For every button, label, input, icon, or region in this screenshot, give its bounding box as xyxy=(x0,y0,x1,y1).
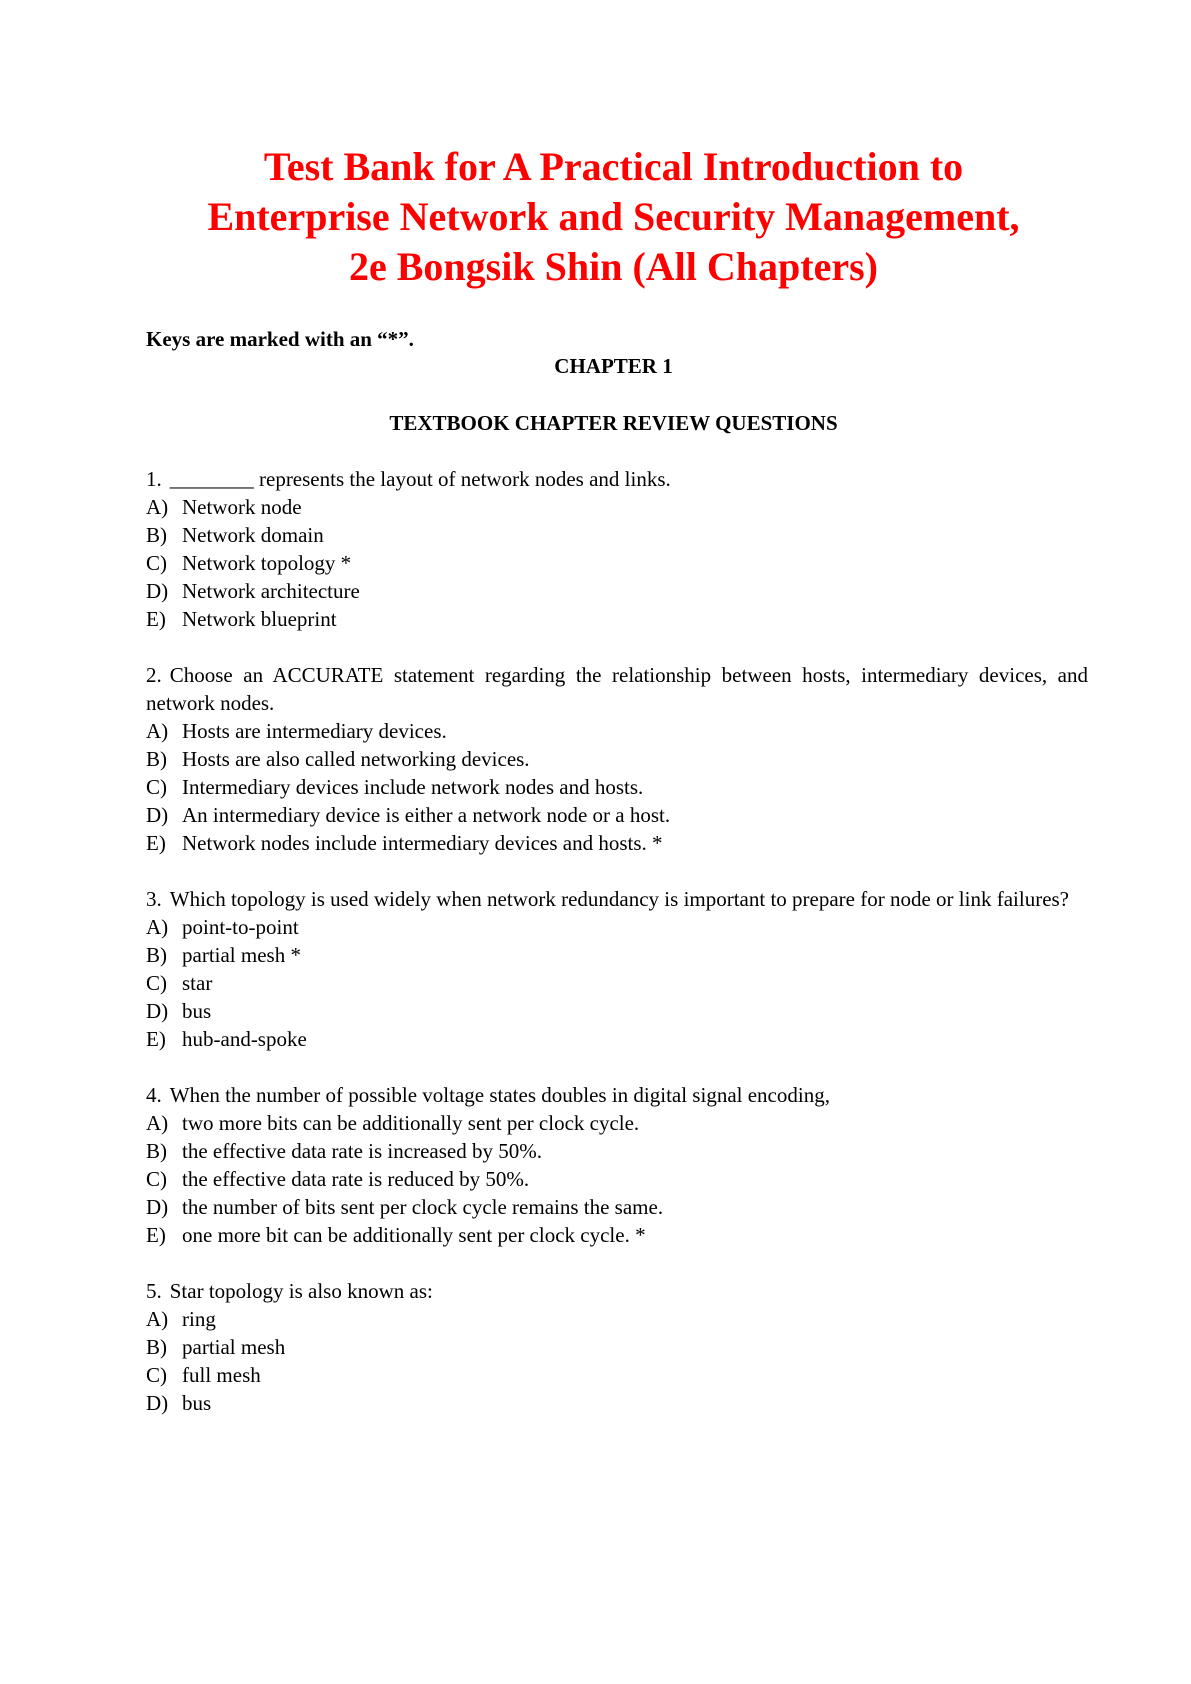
option-text: Network nodes include intermediary devices and hosts. * xyxy=(182,831,663,855)
option-letter: D) xyxy=(146,579,169,603)
question-number: 4. xyxy=(146,1083,162,1107)
answer-option xyxy=(146,521,1088,549)
question-3 xyxy=(146,885,1088,1053)
option-text: bus xyxy=(182,999,212,1023)
option-text: Network architecture xyxy=(182,579,360,603)
question-number: 5. xyxy=(146,1279,162,1303)
question-stem xyxy=(146,465,1088,493)
option-letter: D) xyxy=(146,1391,169,1415)
answer-option xyxy=(146,913,1088,941)
option-text: partial mesh * xyxy=(182,943,301,967)
option-letter: C) xyxy=(146,1167,167,1191)
option-letter: A) xyxy=(146,719,169,743)
title-line-1: Test Bank for A Practical Introduction to xyxy=(263,144,964,189)
option-text: Hosts are also called networking devices. xyxy=(182,747,530,771)
option-text: Network node xyxy=(182,495,302,519)
question-1 xyxy=(146,465,1088,633)
question-stem xyxy=(146,661,1088,717)
option-text: An intermediary device is either a network node or a host. xyxy=(182,803,671,827)
answer-option xyxy=(146,745,1088,773)
question-stem xyxy=(146,1081,1088,1109)
option-letter: A) xyxy=(146,1111,169,1135)
option-text: hub-and-spoke xyxy=(182,1027,307,1051)
option-letter: A) xyxy=(146,915,169,939)
answer-option xyxy=(146,997,1088,1025)
option-text: the effective data rate is reduced by 50%. xyxy=(182,1167,530,1191)
answer-option xyxy=(146,969,1088,997)
section-heading: TEXTBOOK CHAPTER REVIEW QUESTIONS xyxy=(389,411,838,435)
option-text: Intermediary devices include network nodes and hosts. xyxy=(182,775,644,799)
question-stem xyxy=(146,885,1088,913)
option-text: full mesh xyxy=(182,1363,261,1387)
answer-option xyxy=(146,1333,1088,1361)
answer-option xyxy=(146,493,1088,521)
answer-option xyxy=(146,1305,1088,1333)
option-letter: B) xyxy=(146,943,167,967)
option-text: Network domain xyxy=(182,523,324,547)
option-letter: B) xyxy=(146,747,167,771)
question-5 xyxy=(146,1277,1088,1417)
option-text: point-to-point xyxy=(182,915,299,939)
question-number: 3. xyxy=(146,887,162,911)
answer-option xyxy=(146,773,1088,801)
question-text: Star topology is also known as: xyxy=(169,1279,433,1303)
option-letter: E) xyxy=(146,1027,166,1051)
title-line-3: 2e Bongsik Shin (All Chapters) xyxy=(349,244,878,289)
question-number: 2. xyxy=(146,663,162,687)
answer-key-note: Keys are marked with an “*”. xyxy=(146,327,414,351)
answer-option xyxy=(146,1389,1088,1417)
option-text: two more bits can be additionally sent per clock cycle. xyxy=(182,1111,640,1135)
option-text: Network blueprint xyxy=(182,607,337,631)
question-list xyxy=(146,465,1088,1445)
answer-option xyxy=(146,1193,1088,1221)
option-letter: E) xyxy=(146,831,166,855)
question-text: When the number of possible voltage states doubles in digital signal encoding, xyxy=(169,1083,830,1107)
answer-option xyxy=(146,1109,1088,1137)
option-letter: A) xyxy=(146,495,169,519)
question-text: ________ represents the layout of network nodes and links. xyxy=(169,467,671,491)
option-text: ring xyxy=(182,1307,216,1331)
answer-option xyxy=(146,717,1088,745)
question-stem xyxy=(146,1277,1088,1305)
option-letter: D) xyxy=(146,999,169,1023)
option-letter: E) xyxy=(146,1223,166,1247)
option-text: bus xyxy=(182,1391,212,1415)
answer-option xyxy=(146,941,1088,969)
question-4 xyxy=(146,1081,1088,1249)
option-letter: C) xyxy=(146,971,167,995)
option-text: Hosts are intermediary devices. xyxy=(182,719,447,743)
option-text: the effective data rate is increased by 50%. xyxy=(182,1139,542,1163)
answer-option xyxy=(146,577,1088,605)
option-letter: B) xyxy=(146,523,167,547)
answer-option xyxy=(146,549,1088,577)
option-letter: D) xyxy=(146,803,169,827)
answer-option xyxy=(146,801,1088,829)
answer-option xyxy=(146,1025,1088,1053)
answer-option xyxy=(146,1361,1088,1389)
option-text: partial mesh xyxy=(182,1335,286,1359)
option-letter: C) xyxy=(146,1363,167,1387)
question-2 xyxy=(146,661,1088,857)
option-letter: A) xyxy=(146,1307,169,1331)
question-number: 1. xyxy=(146,467,162,491)
question-text: Which topology is used widely when network redundancy is important to prepare for node or link failures? xyxy=(169,887,1070,911)
option-letter: B) xyxy=(146,1139,167,1163)
option-text: one more bit can be additionally sent per clock cycle. * xyxy=(182,1223,646,1247)
option-letter: C) xyxy=(146,775,167,799)
answer-option xyxy=(146,1165,1088,1193)
answer-option xyxy=(146,1221,1088,1249)
answer-option xyxy=(146,605,1088,633)
document-title xyxy=(100,142,1127,292)
option-letter: C) xyxy=(146,551,167,575)
question-text: Choose an ACCURATE statement regarding the relationship between hosts, intermediary devices, and network nodes. xyxy=(146,663,1088,715)
option-text: the number of bits sent per clock cycle remains the same. xyxy=(182,1195,664,1219)
title-line-2: Enterprise Network and Security Management, xyxy=(207,194,1020,239)
answer-option xyxy=(146,1137,1088,1165)
option-letter: D) xyxy=(146,1195,169,1219)
answer-option xyxy=(146,829,1088,857)
option-letter: B) xyxy=(146,1335,167,1359)
option-text: star xyxy=(182,971,213,995)
chapter-heading: CHAPTER 1 xyxy=(554,354,673,378)
option-letter: E) xyxy=(146,607,166,631)
option-text: Network topology * xyxy=(182,551,352,575)
